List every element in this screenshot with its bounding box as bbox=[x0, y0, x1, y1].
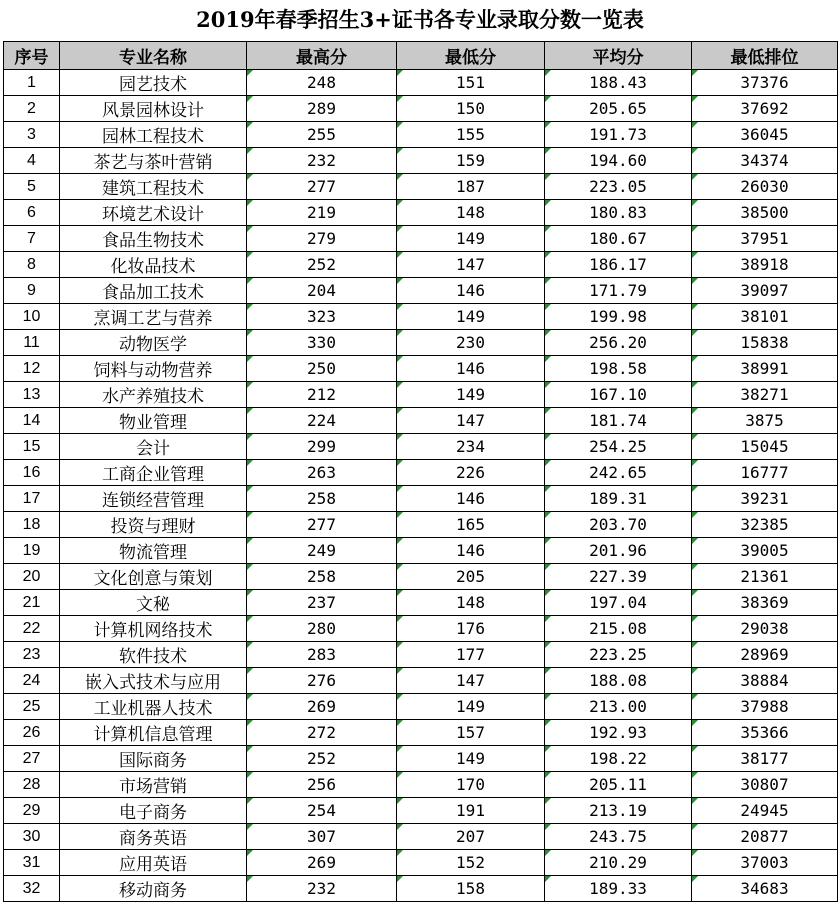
cell-major-name: 电子商务 bbox=[60, 798, 247, 824]
cell-max-score: 280 bbox=[247, 616, 397, 642]
cell-major-name: 连锁经营管理 bbox=[60, 486, 247, 512]
cell-avg-score: 205.65 bbox=[545, 96, 692, 122]
cell-row-index: 27 bbox=[4, 746, 60, 772]
cell-max-score: 252 bbox=[247, 252, 397, 278]
table-row bbox=[4, 70, 838, 96]
cell-major-name: 茶艺与茶叶营销 bbox=[60, 148, 247, 174]
cell-major-name: 嵌入式技术与应用 bbox=[60, 668, 247, 694]
cell-min-rank: 39097 bbox=[692, 278, 838, 304]
cell-min-score: 170 bbox=[397, 772, 545, 798]
header-max-score: 最高分 bbox=[247, 42, 397, 70]
table-row bbox=[4, 538, 838, 564]
table-row bbox=[4, 434, 838, 460]
cell-min-score: 176 bbox=[397, 616, 545, 642]
table-row bbox=[4, 174, 838, 200]
table-row bbox=[4, 330, 838, 356]
cell-min-score: 146 bbox=[397, 356, 545, 382]
table-row bbox=[4, 148, 838, 174]
cell-major-name: 建筑工程技术 bbox=[60, 174, 247, 200]
cell-min-score: 234 bbox=[397, 434, 545, 460]
table-row bbox=[4, 824, 838, 850]
cell-min-score: 149 bbox=[397, 226, 545, 252]
table-row bbox=[4, 616, 838, 642]
cell-avg-score: 191.73 bbox=[545, 122, 692, 148]
cell-avg-score: 192.93 bbox=[545, 720, 692, 746]
cell-min-score: 230 bbox=[397, 330, 545, 356]
cell-row-index: 6 bbox=[4, 200, 60, 226]
cell-row-index: 9 bbox=[4, 278, 60, 304]
cell-max-score: 232 bbox=[247, 148, 397, 174]
cell-min-score: 187 bbox=[397, 174, 545, 200]
cell-max-score: 263 bbox=[247, 460, 397, 486]
cell-min-score: 150 bbox=[397, 96, 545, 122]
cell-row-index: 19 bbox=[4, 538, 60, 564]
cell-min-score: 149 bbox=[397, 746, 545, 772]
cell-major-name: 移动商务 bbox=[60, 876, 247, 902]
cell-min-rank: 3875 bbox=[692, 408, 838, 434]
cell-min-score: 177 bbox=[397, 642, 545, 668]
cell-major-name: 应用英语 bbox=[60, 850, 247, 876]
cell-max-score: 248 bbox=[247, 70, 397, 96]
cell-max-score: 276 bbox=[247, 668, 397, 694]
table-row bbox=[4, 642, 838, 668]
cell-min-rank: 34683 bbox=[692, 876, 838, 902]
cell-max-score: 289 bbox=[247, 96, 397, 122]
header-major-name: 专业名称 bbox=[60, 42, 247, 70]
table-row bbox=[4, 590, 838, 616]
cell-row-index: 8 bbox=[4, 252, 60, 278]
cell-max-score: 299 bbox=[247, 434, 397, 460]
cell-min-score: 146 bbox=[397, 278, 545, 304]
cell-max-score: 254 bbox=[247, 798, 397, 824]
cell-min-score: 226 bbox=[397, 460, 545, 486]
cell-avg-score: 181.74 bbox=[545, 408, 692, 434]
cell-min-rank: 37003 bbox=[692, 850, 838, 876]
cell-min-score: 158 bbox=[397, 876, 545, 902]
cell-avg-score: 256.20 bbox=[545, 330, 692, 356]
cell-min-rank: 38177 bbox=[692, 746, 838, 772]
cell-avg-score: 205.11 bbox=[545, 772, 692, 798]
cell-min-rank: 32385 bbox=[692, 512, 838, 538]
cell-min-rank: 30807 bbox=[692, 772, 838, 798]
cell-max-score: 252 bbox=[247, 746, 397, 772]
cell-avg-score: 213.00 bbox=[545, 694, 692, 720]
cell-avg-score: 227.39 bbox=[545, 564, 692, 590]
cell-row-index: 32 bbox=[4, 876, 60, 902]
cell-min-rank: 34374 bbox=[692, 148, 838, 174]
cell-major-name: 化妆品技术 bbox=[60, 252, 247, 278]
cell-min-score: 147 bbox=[397, 408, 545, 434]
cell-major-name: 工业机器人技术 bbox=[60, 694, 247, 720]
cell-row-index: 29 bbox=[4, 798, 60, 824]
cell-major-name: 文秘 bbox=[60, 590, 247, 616]
cell-max-score: 249 bbox=[247, 538, 397, 564]
cell-max-score: 269 bbox=[247, 850, 397, 876]
cell-min-rank: 39231 bbox=[692, 486, 838, 512]
cell-major-name: 饲料与动物营养 bbox=[60, 356, 247, 382]
cell-max-score: 307 bbox=[247, 824, 397, 850]
cell-avg-score: 198.58 bbox=[545, 356, 692, 382]
table-row bbox=[4, 278, 838, 304]
cell-min-score: 149 bbox=[397, 304, 545, 330]
cell-row-index: 5 bbox=[4, 174, 60, 200]
table-row bbox=[4, 694, 838, 720]
cell-avg-score: 198.22 bbox=[545, 746, 692, 772]
cell-avg-score: 189.31 bbox=[545, 486, 692, 512]
cell-avg-score: 197.04 bbox=[545, 590, 692, 616]
cell-row-index: 26 bbox=[4, 720, 60, 746]
cell-avg-score: 210.29 bbox=[545, 850, 692, 876]
table-row bbox=[4, 850, 838, 876]
cell-min-rank: 28969 bbox=[692, 642, 838, 668]
cell-min-score: 159 bbox=[397, 148, 545, 174]
cell-max-score: 269 bbox=[247, 694, 397, 720]
cell-avg-score: 189.33 bbox=[545, 876, 692, 902]
cell-min-score: 155 bbox=[397, 122, 545, 148]
table-row bbox=[4, 772, 838, 798]
cell-max-score: 212 bbox=[247, 382, 397, 408]
cell-min-rank: 26030 bbox=[692, 174, 838, 200]
cell-major-name: 物流管理 bbox=[60, 538, 247, 564]
table-row bbox=[4, 512, 838, 538]
cell-major-name: 食品生物技术 bbox=[60, 226, 247, 252]
cell-major-name: 商务英语 bbox=[60, 824, 247, 850]
table-row bbox=[4, 304, 838, 330]
table-row bbox=[4, 564, 838, 590]
cell-avg-score: 203.70 bbox=[545, 512, 692, 538]
cell-min-score: 146 bbox=[397, 538, 545, 564]
cell-row-index: 25 bbox=[4, 694, 60, 720]
cell-min-score: 157 bbox=[397, 720, 545, 746]
cell-min-score: 207 bbox=[397, 824, 545, 850]
table-row bbox=[4, 720, 838, 746]
cell-max-score: 272 bbox=[247, 720, 397, 746]
cell-avg-score: 194.60 bbox=[545, 148, 692, 174]
cell-max-score: 256 bbox=[247, 772, 397, 798]
cell-row-index: 21 bbox=[4, 590, 60, 616]
header-min-rank: 最低排位 bbox=[692, 42, 838, 70]
cell-min-score: 205 bbox=[397, 564, 545, 590]
cell-major-name: 会计 bbox=[60, 434, 247, 460]
cell-row-index: 31 bbox=[4, 850, 60, 876]
cell-major-name: 工商企业管理 bbox=[60, 460, 247, 486]
cell-min-score: 151 bbox=[397, 70, 545, 96]
header-avg-score: 平均分 bbox=[545, 42, 692, 70]
cell-min-rank: 21361 bbox=[692, 564, 838, 590]
cell-major-name: 园艺技术 bbox=[60, 70, 247, 96]
cell-min-score: 147 bbox=[397, 668, 545, 694]
table-row bbox=[4, 252, 838, 278]
cell-min-rank: 20877 bbox=[692, 824, 838, 850]
cell-max-score: 219 bbox=[247, 200, 397, 226]
table-row bbox=[4, 408, 838, 434]
cell-avg-score: 223.05 bbox=[545, 174, 692, 200]
cell-min-rank: 29038 bbox=[692, 616, 838, 642]
table-row bbox=[4, 382, 838, 408]
cell-max-score: 232 bbox=[247, 876, 397, 902]
cell-major-name: 水产养殖技术 bbox=[60, 382, 247, 408]
cell-min-rank: 37376 bbox=[692, 70, 838, 96]
cell-min-rank: 15838 bbox=[692, 330, 838, 356]
cell-max-score: 258 bbox=[247, 564, 397, 590]
cell-max-score: 204 bbox=[247, 278, 397, 304]
cell-row-index: 20 bbox=[4, 564, 60, 590]
cell-min-score: 146 bbox=[397, 486, 545, 512]
cell-row-index: 15 bbox=[4, 434, 60, 460]
cell-major-name: 投资与理财 bbox=[60, 512, 247, 538]
cell-row-index: 7 bbox=[4, 226, 60, 252]
cell-min-rank: 24945 bbox=[692, 798, 838, 824]
cell-min-score: 147 bbox=[397, 252, 545, 278]
cell-avg-score: 243.75 bbox=[545, 824, 692, 850]
cell-min-rank: 37951 bbox=[692, 226, 838, 252]
cell-row-index: 18 bbox=[4, 512, 60, 538]
cell-avg-score: 171.79 bbox=[545, 278, 692, 304]
cell-min-rank: 37988 bbox=[692, 694, 838, 720]
cell-major-name: 风景园林设计 bbox=[60, 96, 247, 122]
cell-major-name: 国际商务 bbox=[60, 746, 247, 772]
cell-max-score: 277 bbox=[247, 512, 397, 538]
cell-row-index: 4 bbox=[4, 148, 60, 174]
cell-max-score: 224 bbox=[247, 408, 397, 434]
cell-max-score: 283 bbox=[247, 642, 397, 668]
cell-major-name: 文化创意与策划 bbox=[60, 564, 247, 590]
table-title: 2019年春季招生3+证书各专业录取分数一览表 bbox=[196, 7, 644, 32]
cell-avg-score: 180.67 bbox=[545, 226, 692, 252]
cell-max-score: 277 bbox=[247, 174, 397, 200]
cell-min-score: 149 bbox=[397, 382, 545, 408]
table-row bbox=[4, 460, 838, 486]
cell-row-index: 22 bbox=[4, 616, 60, 642]
cell-avg-score: 199.98 bbox=[545, 304, 692, 330]
table-row bbox=[4, 486, 838, 512]
cell-row-index: 11 bbox=[4, 330, 60, 356]
cell-row-index: 13 bbox=[4, 382, 60, 408]
cell-min-rank: 38918 bbox=[692, 252, 838, 278]
cell-min-rank: 36045 bbox=[692, 122, 838, 148]
cell-max-score: 323 bbox=[247, 304, 397, 330]
cell-min-rank: 35366 bbox=[692, 720, 838, 746]
cell-min-rank: 37692 bbox=[692, 96, 838, 122]
cell-min-rank: 38101 bbox=[692, 304, 838, 330]
cell-major-name: 园林工程技术 bbox=[60, 122, 247, 148]
header-row bbox=[4, 42, 838, 70]
table-row bbox=[4, 200, 838, 226]
cell-min-score: 149 bbox=[397, 694, 545, 720]
cell-row-index: 28 bbox=[4, 772, 60, 798]
table-row bbox=[4, 356, 838, 382]
cell-row-index: 12 bbox=[4, 356, 60, 382]
cell-row-index: 16 bbox=[4, 460, 60, 486]
cell-min-rank: 38369 bbox=[692, 590, 838, 616]
table-row bbox=[4, 226, 838, 252]
table-body bbox=[4, 70, 838, 902]
cell-min-rank: 15045 bbox=[692, 434, 838, 460]
cell-avg-score: 188.43 bbox=[545, 70, 692, 96]
cell-max-score: 255 bbox=[247, 122, 397, 148]
table-row bbox=[4, 96, 838, 122]
cell-avg-score: 186.17 bbox=[545, 252, 692, 278]
cell-major-name: 动物医学 bbox=[60, 330, 247, 356]
cell-major-name: 计算机网络技术 bbox=[60, 616, 247, 642]
cell-avg-score: 180.83 bbox=[545, 200, 692, 226]
cell-major-name: 市场营销 bbox=[60, 772, 247, 798]
cell-row-index: 10 bbox=[4, 304, 60, 330]
table-row bbox=[4, 798, 838, 824]
cell-min-rank: 38271 bbox=[692, 382, 838, 408]
table-row bbox=[4, 876, 838, 902]
cell-max-score: 250 bbox=[247, 356, 397, 382]
cell-min-rank: 39005 bbox=[692, 538, 838, 564]
table-row bbox=[4, 122, 838, 148]
cell-row-index: 3 bbox=[4, 122, 60, 148]
cell-max-score: 330 bbox=[247, 330, 397, 356]
cell-row-index: 24 bbox=[4, 668, 60, 694]
cell-min-rank: 38500 bbox=[692, 200, 838, 226]
cell-min-score: 152 bbox=[397, 850, 545, 876]
cell-max-score: 237 bbox=[247, 590, 397, 616]
cell-major-name: 环境艺术设计 bbox=[60, 200, 247, 226]
cell-avg-score: 213.19 bbox=[545, 798, 692, 824]
cell-max-score: 258 bbox=[247, 486, 397, 512]
cell-major-name: 物业管理 bbox=[60, 408, 247, 434]
cell-avg-score: 242.65 bbox=[545, 460, 692, 486]
cell-row-index: 2 bbox=[4, 96, 60, 122]
cell-row-index: 23 bbox=[4, 642, 60, 668]
cell-min-rank: 38991 bbox=[692, 356, 838, 382]
cell-min-score: 148 bbox=[397, 200, 545, 226]
cell-avg-score: 223.25 bbox=[545, 642, 692, 668]
cell-major-name: 食品加工技术 bbox=[60, 278, 247, 304]
cell-min-score: 191 bbox=[397, 798, 545, 824]
cell-avg-score: 201.96 bbox=[545, 538, 692, 564]
cell-max-score: 279 bbox=[247, 226, 397, 252]
cell-row-index: 30 bbox=[4, 824, 60, 850]
cell-avg-score: 254.25 bbox=[545, 434, 692, 460]
cell-avg-score: 215.08 bbox=[545, 616, 692, 642]
cell-major-name: 烹调工艺与营养 bbox=[60, 304, 247, 330]
cell-row-index: 17 bbox=[4, 486, 60, 512]
cell-row-index: 1 bbox=[4, 70, 60, 96]
cell-min-score: 148 bbox=[397, 590, 545, 616]
cell-major-name: 计算机信息管理 bbox=[60, 720, 247, 746]
cell-row-index: 14 bbox=[4, 408, 60, 434]
cell-avg-score: 167.10 bbox=[545, 382, 692, 408]
table-row bbox=[4, 746, 838, 772]
header-min-score: 最低分 bbox=[397, 42, 545, 70]
admission-score-table bbox=[3, 41, 838, 902]
header-index: 序号 bbox=[4, 42, 60, 70]
cell-major-name: 软件技术 bbox=[60, 642, 247, 668]
cell-min-score: 165 bbox=[397, 512, 545, 538]
cell-avg-score: 188.08 bbox=[545, 668, 692, 694]
cell-min-rank: 38884 bbox=[692, 668, 838, 694]
cell-min-rank: 16777 bbox=[692, 460, 838, 486]
table-row bbox=[4, 668, 838, 694]
